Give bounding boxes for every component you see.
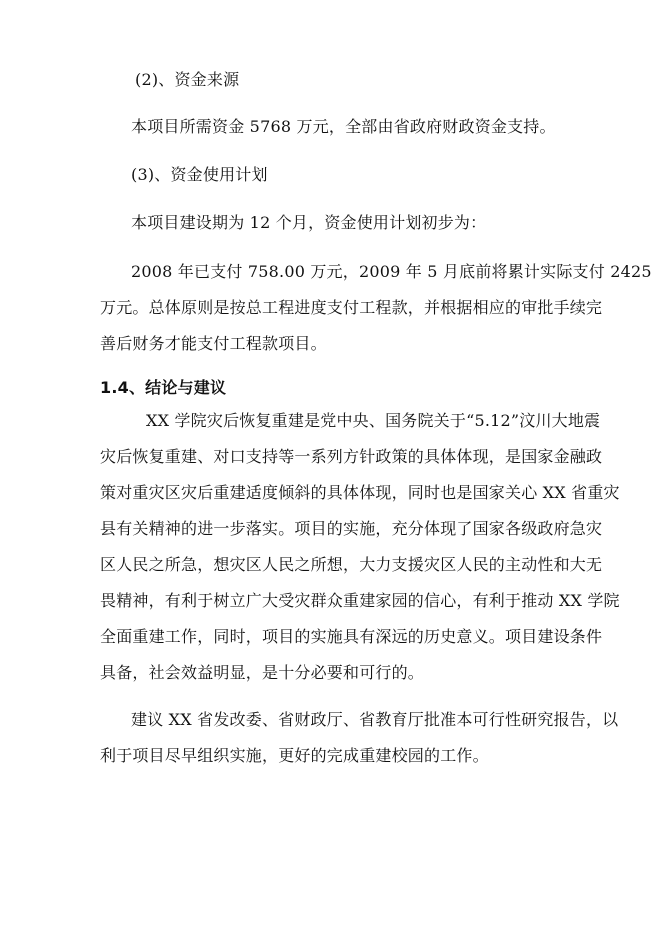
paragraph-line: 灾后恢复重建、对口支持等一系列方针政策的具体体现，是国家金融政 [100, 447, 603, 466]
paragraph-line: 区人民之所急，想灾区人民之所想，大力支援灾区人民的主动性和大无 [100, 555, 603, 574]
section-3-title: (3)、资金使用计划 [131, 165, 268, 184]
paragraph-line: 畏精神，有利于树立广大受灾群众重建家园的信心，有利于推动 XX 学院 [100, 591, 620, 610]
section-2-title: (2)、资金来源 [135, 70, 240, 89]
section-2-body: 本项目所需资金 5768 万元，全部由省政府财政资金支持。 [131, 117, 556, 136]
paragraph-line: 善后财务才能支付工程款项目。 [100, 334, 327, 353]
paragraph-line: XX 学院灾后恢复重建是党中央、国务院关于“5.12”汶川大地震 [146, 411, 601, 430]
paragraph-line: 万元。总体原则是按总工程进度支付工程款，并根据相应的审批手续完 [100, 298, 603, 317]
paragraph-line: 利于项目尽早组织实施，更好的完成重建校园的工作。 [100, 746, 489, 765]
paragraph-line: 县有关精神的进一步落实。项目的实施，充分体现了国家各级政府急灾 [100, 519, 603, 538]
section-1-4-heading: 1.4、结论与建议 [100, 378, 227, 397]
paragraph-line: 全面重建工作，同时，项目的实施具有深远的历史意义。项目建设条件 [100, 627, 603, 646]
paragraph-line: 具备，社会效益明显，是十分必要和可行的。 [100, 663, 425, 682]
paragraph-line: 策对重灾区灾后重建适度倾斜的具体体现，同时也是国家关心 XX 省重灾 [100, 483, 620, 502]
paragraph-line: 建议 XX 省发改委、省财政厅、省教育厅批准本可行性研究报告，以 [131, 710, 619, 729]
section-3-intro: 本项目建设期为 12 个月，资金使用计划初步为： [131, 213, 487, 232]
paragraph-line: 2008 年已支付 758.00 万元，2009 年 5 月底前将累计实际支付 2425 [131, 262, 652, 281]
